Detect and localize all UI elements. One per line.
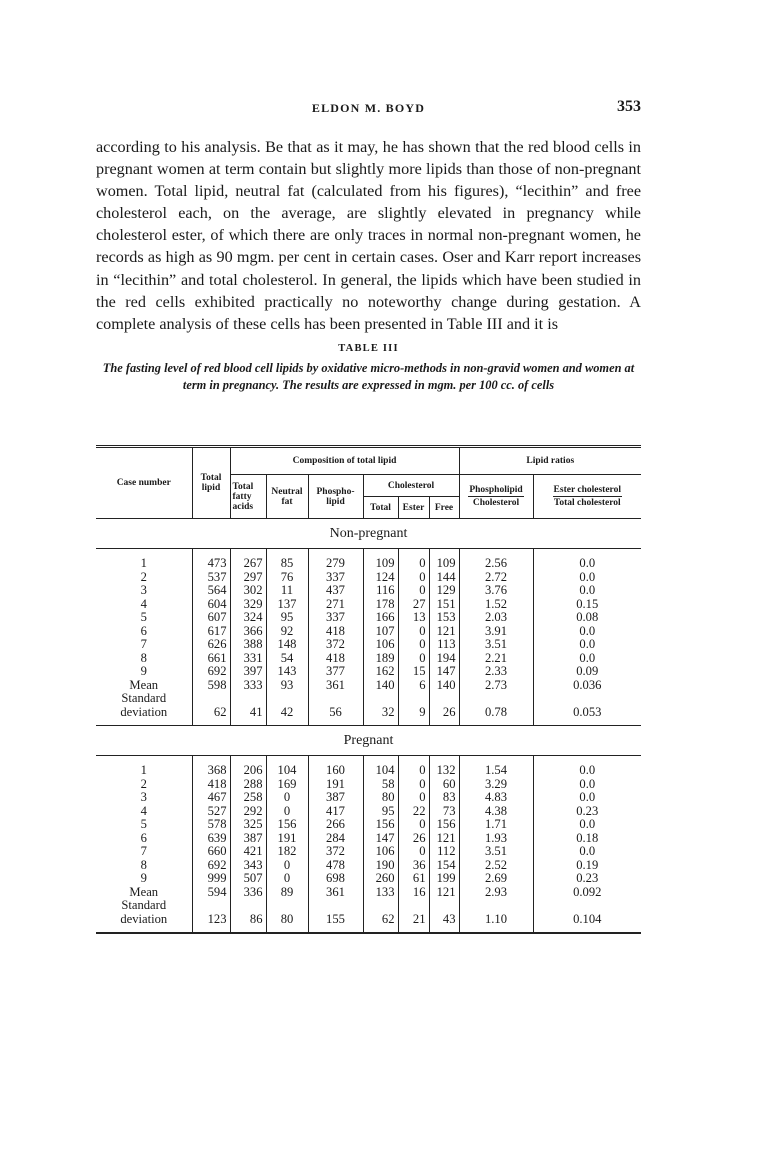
value-cell: 0.23	[533, 872, 641, 886]
value-cell: 3.51	[459, 845, 533, 859]
value-cell: 2.93	[459, 886, 533, 900]
value-cell: 337	[308, 611, 363, 625]
value-cell: 418	[308, 652, 363, 666]
value-cell: 0.0	[533, 652, 641, 666]
value-cell: 604	[192, 598, 230, 612]
value-cell: 109	[363, 549, 398, 571]
value-cell: 73	[429, 805, 459, 819]
case-cell: 1	[140, 763, 147, 777]
value-cell: 166	[363, 611, 398, 625]
sd-value-cell: 80	[266, 913, 308, 934]
value-cell: 578	[192, 818, 230, 832]
value-cell: 113	[429, 638, 459, 652]
table-row	[96, 665, 641, 679]
sd-value-cell: 155	[308, 913, 363, 934]
value-cell: 106	[363, 638, 398, 652]
value-cell: 387	[230, 832, 266, 846]
value-cell: 372	[308, 845, 363, 859]
value-cell: 92	[266, 625, 308, 639]
value-cell: 333	[230, 679, 266, 693]
value-cell: 598	[192, 679, 230, 693]
sd-value-cell: 86	[230, 913, 266, 934]
value-cell: 182	[266, 845, 308, 859]
sd-label: deviation	[96, 913, 192, 934]
sd-value-cell: 0.104	[533, 913, 641, 934]
case-cell: 2	[140, 569, 147, 584]
value-cell: 0.0	[533, 638, 641, 652]
value-cell: 325	[230, 818, 266, 832]
value-cell: 27	[398, 598, 429, 612]
header-composition: Composition of total lipid	[230, 447, 459, 475]
value-cell: 0.0	[533, 571, 641, 585]
case-cell: 4	[140, 803, 147, 818]
value-cell: 2.72	[459, 571, 533, 585]
header-ratio-phospholipid-cholesterol	[459, 475, 533, 519]
value-cell: 2.52	[459, 859, 533, 873]
value-cell: 124	[363, 571, 398, 585]
sd-value-cell: 9	[398, 706, 429, 726]
case-cell: 8	[140, 857, 147, 872]
empty-cell	[266, 692, 308, 706]
case-cell: 6	[140, 830, 147, 845]
header-lipid-ratios: Lipid ratios	[459, 447, 641, 475]
value-cell: 302	[230, 584, 266, 598]
sd-value-cell: 0.053	[533, 706, 641, 726]
value-cell: 129	[429, 584, 459, 598]
sd-value-cell: 1.10	[459, 913, 533, 934]
sd-value-cell: 62	[192, 706, 230, 726]
sd-value-cell: 21	[398, 913, 429, 934]
value-cell: 0.09	[533, 665, 641, 679]
value-cell: 698	[308, 872, 363, 886]
empty-cell	[398, 899, 429, 913]
case-cell: 4	[140, 596, 147, 611]
sd-value-cell: 43	[429, 913, 459, 934]
sd-row	[96, 706, 641, 726]
value-cell: 0.0	[533, 845, 641, 859]
value-cell: 156	[266, 818, 308, 832]
value-cell: 607	[192, 611, 230, 625]
case-cell: 7	[140, 844, 147, 858]
table-row	[96, 791, 641, 805]
value-cell: 160	[308, 756, 363, 778]
header-chol-free: Free	[429, 497, 459, 519]
value-cell: 0.18	[533, 832, 641, 846]
value-cell: 692	[192, 665, 230, 679]
empty-cell	[429, 899, 459, 913]
value-cell: 260	[363, 872, 398, 886]
value-cell: 95	[363, 805, 398, 819]
case-cell: 9	[140, 871, 147, 885]
table-label: TABLE III	[338, 343, 399, 354]
value-cell: 58	[363, 778, 398, 792]
value-cell: 191	[308, 778, 363, 792]
value-cell: 0	[266, 805, 308, 819]
case-cell: 8	[140, 650, 147, 665]
table-row	[96, 584, 641, 598]
value-cell: 4.38	[459, 805, 533, 819]
value-cell: 288	[230, 778, 266, 792]
value-cell: 279	[308, 549, 363, 571]
header-cholesterol: Cholesterol	[363, 475, 459, 497]
value-cell: 2.33	[459, 665, 533, 679]
value-cell: 0	[398, 818, 429, 832]
value-cell: 594	[192, 886, 230, 900]
table-row	[96, 756, 641, 778]
value-cell: 3.91	[459, 625, 533, 639]
value-cell: 190	[363, 859, 398, 873]
value-cell: 297	[230, 571, 266, 585]
value-cell: 76	[266, 571, 308, 585]
value-cell: 271	[308, 598, 363, 612]
value-cell: 191	[266, 832, 308, 846]
sd-value-cell: 62	[363, 913, 398, 934]
value-cell: 617	[192, 625, 230, 639]
header-total-fatty-acids: Total fatty acids	[230, 475, 266, 519]
case-cell: 5	[140, 610, 147, 624]
value-cell: 121	[429, 625, 459, 639]
value-cell: 178	[363, 598, 398, 612]
value-cell: 109	[429, 549, 459, 571]
value-cell: 137	[266, 598, 308, 612]
case-cell: 3	[140, 583, 147, 597]
page-header	[96, 98, 641, 118]
value-cell: 527	[192, 805, 230, 819]
value-cell: 0	[398, 791, 429, 805]
case-cell: 6	[140, 623, 147, 638]
empty-cell	[363, 899, 398, 913]
value-cell: 0	[398, 549, 429, 571]
sd-row	[96, 913, 641, 934]
table-row	[96, 549, 641, 571]
value-cell: 2.73	[459, 679, 533, 693]
table-row	[96, 638, 641, 652]
value-cell: 132	[429, 756, 459, 778]
case-cell: Mean	[129, 677, 159, 692]
empty-cell	[429, 692, 459, 706]
value-cell: 3.76	[459, 584, 533, 598]
value-cell: 0.0	[533, 549, 641, 571]
empty-cell	[398, 692, 429, 706]
value-cell: 121	[429, 832, 459, 846]
table-row	[96, 845, 641, 859]
case-cell: 3	[140, 790, 147, 804]
value-cell: 83	[429, 791, 459, 805]
value-cell: 2.69	[459, 872, 533, 886]
value-cell: 0	[398, 625, 429, 639]
value-cell: 437	[308, 584, 363, 598]
section-row	[96, 519, 641, 549]
value-cell: 107	[363, 625, 398, 639]
value-cell: 361	[308, 679, 363, 693]
value-cell: 0.092	[533, 886, 641, 900]
value-cell: 153	[429, 611, 459, 625]
sd-label-row	[96, 692, 641, 706]
ratio1-denominator: Cholesterol	[472, 498, 520, 508]
value-cell: 3.29	[459, 778, 533, 792]
header-phospholipid: Phospho-lipid	[308, 475, 363, 519]
ratio2-numerator: Ester cholesterol	[553, 485, 621, 495]
value-cell: 156	[363, 818, 398, 832]
value-cell: 11	[266, 584, 308, 598]
value-cell: 0	[266, 872, 308, 886]
value-cell: 2.03	[459, 611, 533, 625]
table-row	[96, 679, 641, 693]
value-cell: 366	[230, 625, 266, 639]
value-cell: 692	[192, 859, 230, 873]
value-cell: 22	[398, 805, 429, 819]
value-cell: 418	[192, 778, 230, 792]
value-cell: 0.0	[533, 778, 641, 792]
value-cell: 331	[230, 652, 266, 666]
value-cell: 16	[398, 886, 429, 900]
case-cell: 7	[140, 637, 147, 651]
case-cell: 2	[140, 776, 147, 791]
value-cell: 151	[429, 598, 459, 612]
value-cell: 1.54	[459, 756, 533, 778]
value-cell: 112	[429, 845, 459, 859]
value-cell: 507	[230, 872, 266, 886]
table-row	[96, 625, 641, 639]
value-cell: 54	[266, 652, 308, 666]
value-cell: 147	[429, 665, 459, 679]
value-cell: 0.0	[533, 584, 641, 598]
value-cell: 61	[398, 872, 429, 886]
value-cell: 0.15	[533, 598, 641, 612]
value-cell: 467	[192, 791, 230, 805]
section-title: Pregnant	[96, 726, 641, 756]
empty-cell	[533, 692, 641, 706]
value-cell: 0	[398, 845, 429, 859]
value-cell: 564	[192, 584, 230, 598]
section-row	[96, 726, 641, 756]
value-cell: 140	[363, 679, 398, 693]
value-cell: 140	[429, 679, 459, 693]
header-chol-total: Total	[363, 497, 398, 519]
header-neutral-fat: Neutral fat	[266, 475, 308, 519]
value-cell: 147	[363, 832, 398, 846]
value-cell: 372	[308, 638, 363, 652]
value-cell: 80	[363, 791, 398, 805]
value-cell: 15	[398, 665, 429, 679]
value-cell: 26	[398, 832, 429, 846]
value-cell: 626	[192, 638, 230, 652]
value-cell: 660	[192, 845, 230, 859]
value-cell: 133	[363, 886, 398, 900]
value-cell: 1.71	[459, 818, 533, 832]
value-cell: 0	[266, 859, 308, 873]
sd-value-cell: 41	[230, 706, 266, 726]
value-cell: 121	[429, 886, 459, 900]
value-cell: 478	[308, 859, 363, 873]
value-cell: 2.56	[459, 549, 533, 571]
value-cell: 169	[266, 778, 308, 792]
empty-cell	[308, 899, 363, 913]
value-cell: 0	[398, 652, 429, 666]
empty-cell	[192, 692, 230, 706]
value-cell: 377	[308, 665, 363, 679]
sd-label: deviation	[120, 704, 168, 719]
empty-cell	[459, 692, 533, 706]
table-row	[96, 778, 641, 792]
running-head: ELDON M. BOYD	[311, 101, 426, 115]
empty-cell	[308, 692, 363, 706]
value-cell: 0	[398, 778, 429, 792]
body-paragraph: according to his analysis. Be that as it may, he has shown that the red blood cells in pregnant women at term contain but slightly more lipids than those of non-pregnant women. Total lipid, neutral fat (calculated from his figures), “lecithin” and free cholesterol each, on the average, are slightly elevated in pregnancy while cholesterol ester, of which there are only traces in normal non-pregnant women, he records as high as 90 mgm. per cent in certain cases. Oser and Karr report increases in “lecithin” and total cholesterol. In general, the lipids which have been studied in the red cells exhibited practically no noteworthy change during gestation. A complete analysis of these cells has been presented in Table III and it is	[96, 138, 641, 333]
value-cell: 0	[398, 584, 429, 598]
value-cell: 999	[192, 872, 230, 886]
empty-cell	[363, 692, 398, 706]
value-cell: 154	[429, 859, 459, 873]
value-cell: 421	[230, 845, 266, 859]
value-cell: 337	[308, 571, 363, 585]
empty-cell	[192, 899, 230, 913]
value-cell: 156	[429, 818, 459, 832]
case-cell: 9	[140, 664, 147, 678]
value-cell: 0	[266, 791, 308, 805]
value-cell: 143	[266, 665, 308, 679]
value-cell: 361	[308, 886, 363, 900]
value-cell: 336	[230, 886, 266, 900]
value-cell: 292	[230, 805, 266, 819]
empty-cell	[230, 692, 266, 706]
value-cell: 189	[363, 652, 398, 666]
table-row	[96, 818, 641, 832]
table-caption: The fasting level of red blood cell lipids by oxidative micro-methods in non-gravid women and women at term in pregnancy. The results are expressed in mgm. per 100 cc. of cells	[102, 361, 635, 392]
value-cell: 1.52	[459, 598, 533, 612]
value-cell: 85	[266, 549, 308, 571]
value-cell: 6	[398, 679, 429, 693]
header-case-number: Case number	[96, 447, 192, 519]
value-cell: 206	[230, 756, 266, 778]
value-cell: 0.0	[533, 791, 641, 805]
case-cell: 5	[140, 817, 147, 831]
value-cell: 116	[363, 584, 398, 598]
ratio2-denominator: Total cholesterol	[553, 498, 621, 508]
table-row	[96, 652, 641, 666]
sd-value-cell: 32	[363, 706, 398, 726]
value-cell: 368	[192, 756, 230, 778]
header-total-lipid: Total lipid	[192, 447, 230, 519]
lipid-table	[96, 445, 641, 934]
value-cell: 36	[398, 859, 429, 873]
table-row	[96, 611, 641, 625]
value-cell: 0.0	[533, 625, 641, 639]
empty-cell	[230, 899, 266, 913]
value-cell: 104	[266, 756, 308, 778]
table-row	[96, 598, 641, 612]
value-cell: 388	[230, 638, 266, 652]
page-number: 353	[617, 98, 641, 115]
value-cell: 13	[398, 611, 429, 625]
value-cell: 194	[429, 652, 459, 666]
sd-value-cell: 123	[192, 913, 230, 934]
value-cell: 397	[230, 665, 266, 679]
value-cell: 199	[429, 872, 459, 886]
value-cell: 104	[363, 756, 398, 778]
value-cell: 0.08	[533, 611, 641, 625]
case-cell: Mean	[129, 884, 159, 899]
value-cell: 537	[192, 571, 230, 585]
sd-value-cell: 0.78	[459, 706, 533, 726]
value-cell: 148	[266, 638, 308, 652]
table-row	[96, 872, 641, 886]
value-cell: 60	[429, 778, 459, 792]
value-cell: 4.83	[459, 791, 533, 805]
value-cell: 89	[266, 886, 308, 900]
value-cell: 0	[398, 638, 429, 652]
value-cell: 661	[192, 652, 230, 666]
header-ratio-ester-total	[533, 475, 641, 519]
value-cell: 1.93	[459, 832, 533, 846]
value-cell: 2.21	[459, 652, 533, 666]
sd-value-cell: 56	[308, 706, 363, 726]
value-cell: 0.0	[533, 756, 641, 778]
sd-label: Standard	[121, 898, 167, 912]
value-cell: 0.036	[533, 679, 641, 693]
value-cell: 144	[429, 571, 459, 585]
value-cell: 343	[230, 859, 266, 873]
empty-cell	[459, 899, 533, 913]
sd-label-row	[96, 899, 641, 913]
value-cell: 3.51	[459, 638, 533, 652]
table-row	[96, 571, 641, 585]
sd-label: Standard	[121, 691, 167, 705]
table-row	[96, 886, 641, 900]
value-cell: 0.23	[533, 805, 641, 819]
value-cell: 0	[398, 756, 429, 778]
value-cell: 0.19	[533, 859, 641, 873]
empty-cell	[533, 899, 641, 913]
ratio1-numerator: Phospholipid	[469, 485, 523, 495]
value-cell: 418	[308, 625, 363, 639]
value-cell: 106	[363, 845, 398, 859]
table-row	[96, 859, 641, 873]
value-cell: 387	[308, 791, 363, 805]
value-cell: 258	[230, 791, 266, 805]
table-row	[96, 832, 641, 846]
value-cell: 93	[266, 679, 308, 693]
table-row	[96, 805, 641, 819]
value-cell: 162	[363, 665, 398, 679]
value-cell: 473	[192, 549, 230, 571]
value-cell: 284	[308, 832, 363, 846]
value-cell: 267	[230, 549, 266, 571]
value-cell: 639	[192, 832, 230, 846]
value-cell: 0	[398, 571, 429, 585]
value-cell: 329	[230, 598, 266, 612]
sd-value-cell: 26	[429, 706, 459, 726]
value-cell: 417	[308, 805, 363, 819]
value-cell: 324	[230, 611, 266, 625]
empty-cell	[266, 899, 308, 913]
value-cell: 95	[266, 611, 308, 625]
value-cell: 266	[308, 818, 363, 832]
sd-value-cell: 42	[266, 706, 308, 726]
case-cell: 1	[140, 556, 147, 570]
header-chol-ester: Ester	[398, 497, 429, 519]
value-cell: 0.0	[533, 818, 641, 832]
section-title: Non-pregnant	[96, 519, 641, 549]
